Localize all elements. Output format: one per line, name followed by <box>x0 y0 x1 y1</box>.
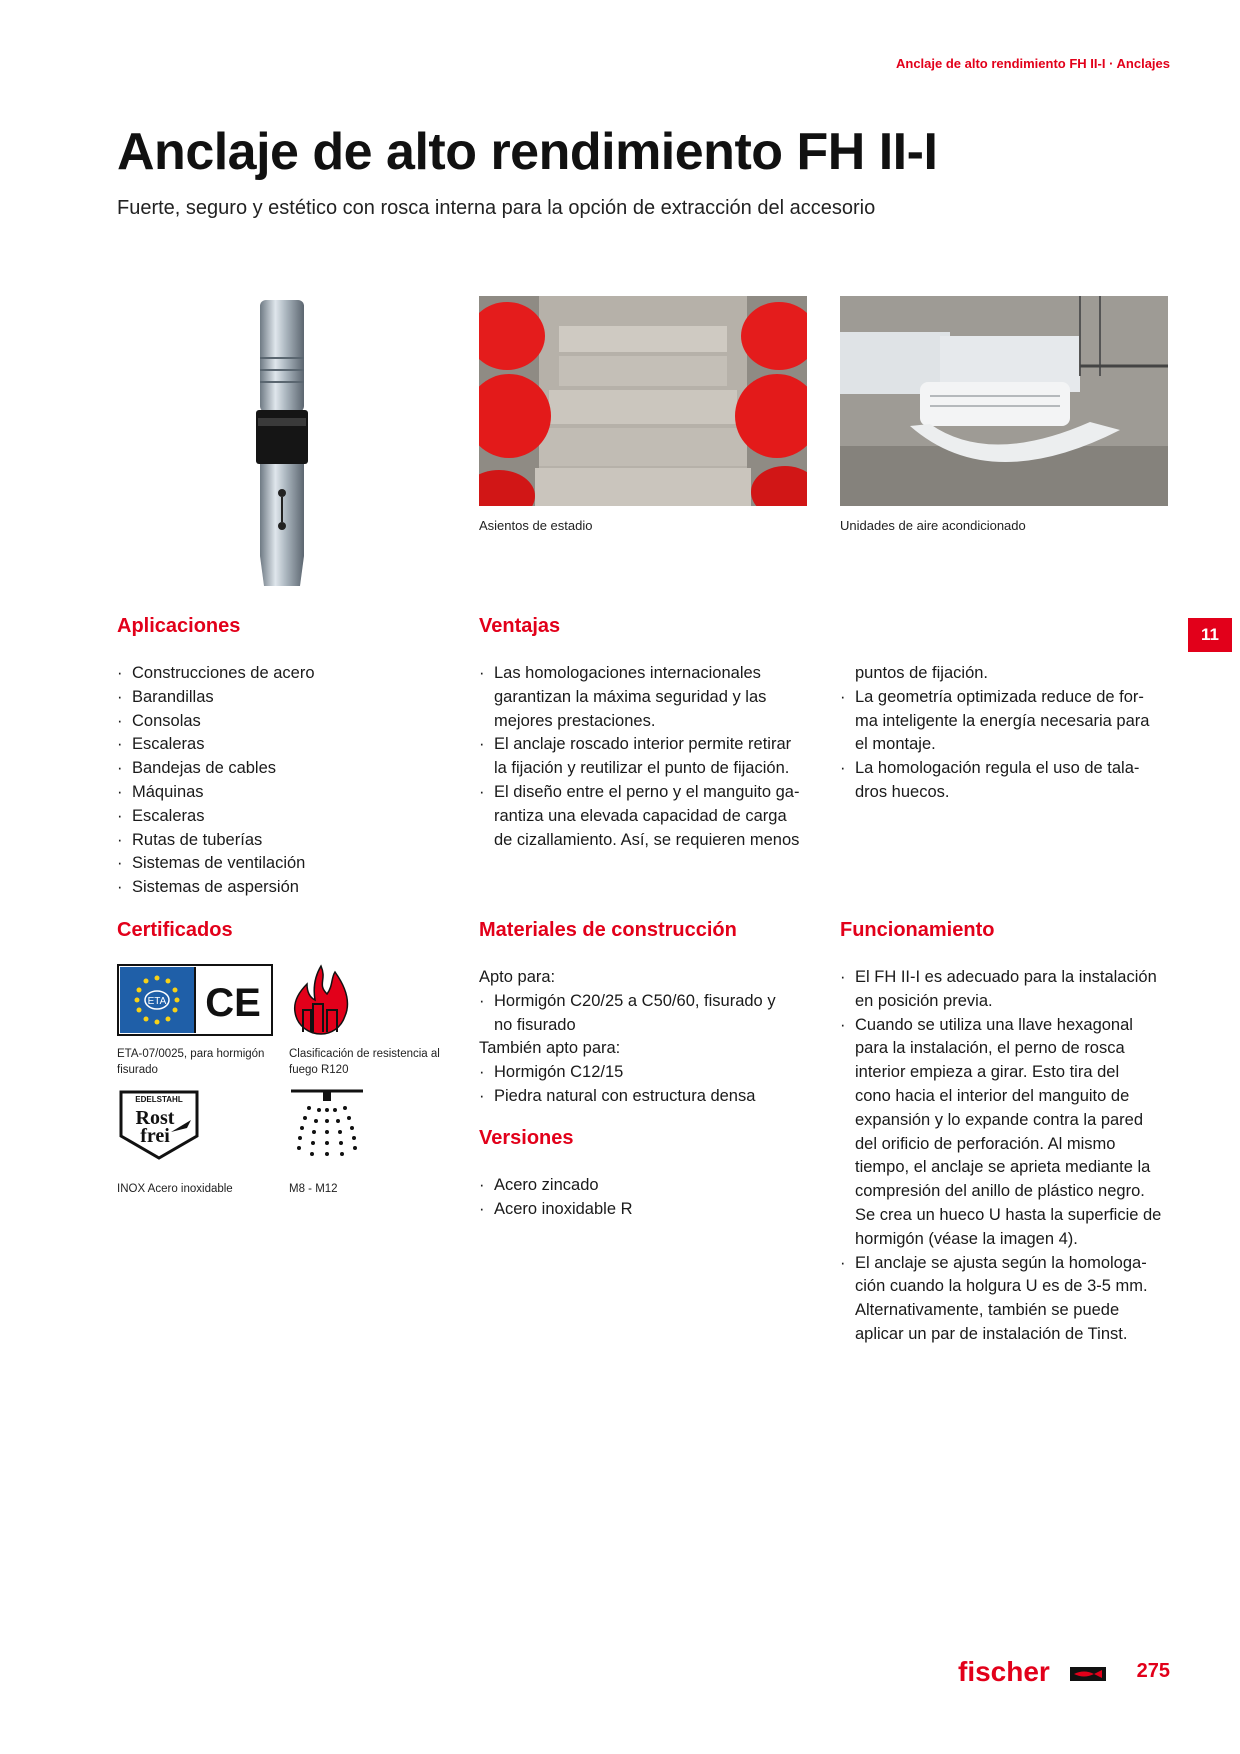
list-item: · Escaleras <box>117 733 447 757</box>
sprinkler-caption: M8 - M12 <box>289 1183 338 1195</box>
materiales-intro-2: También apto para: <box>479 1039 621 1058</box>
photo-caption-air-conditioning: Unidades de aire acondicionado <box>840 518 1026 533</box>
rostfrei-stainless-logo <box>117 1088 209 1160</box>
list-item: · El anclaje se ajusta según la homologa- ción cuando la holgura U es de 3-5 mm. Alternativamente, también se puede aplicar un par de instalación de Tinst. <box>840 1252 1185 1347</box>
chapter-tab: 11 <box>1188 618 1232 652</box>
list-item: · La geometría optimizada reduce de for- ma inteligente la energía necesaria para el montaje. <box>840 686 1180 757</box>
page-number: 275 <box>1136 1660 1170 1682</box>
stadium-seats-photo <box>479 296 807 506</box>
ventajas-list-col1 <box>479 662 824 852</box>
sprinkler-icon <box>289 1088 365 1160</box>
list-item: · Cuando se utiliza una llave hexagonal para la instalación, el perno de rosca interior empieza a girar. Esto tira del cono hacia el interior del manguito de expansión y lo expande contra la pared del orificio de perforación. Al mismo tiempo, el anclaje se aprieta mediante la compresión del anillo de plástico negro. Se crea un hueco U hasta la superficie de hormigón (véase la imagen 4). <box>840 1014 1185 1252</box>
list-item: · Máquinas <box>117 781 447 805</box>
aplicaciones-heading: Aplicaciones <box>117 615 241 637</box>
versiones-list <box>479 1174 824 1222</box>
eta-caption: ETA-07/0025, para hormigón fisurado <box>117 1048 265 1076</box>
list-item: · El FH II-I es adecuado para la instalación en posición previa. <box>840 966 1185 1014</box>
fire-resistance-icon <box>289 964 353 1036</box>
ventajas-heading: Ventajas <box>479 615 561 637</box>
rostfrei-line1: Rost <box>135 1107 175 1129</box>
inox-caption: INOX Acero inoxidable <box>117 1183 233 1195</box>
materiales-intro: Apto para: <box>479 968 556 986</box>
fire-caption: Clasificación de resistencia al fuego R120 <box>289 1048 440 1076</box>
fischer-logo-text: fischer <box>958 1657 1050 1687</box>
list-item: · El anclaje roscado interior permite retirar la fijación y reutilizar el punto de fijación. <box>479 733 824 781</box>
list-item: · Piedra natural con estructura densa <box>479 1085 824 1109</box>
eta-text: ETA <box>147 996 167 1007</box>
list-item: · Acero inoxidable R <box>479 1198 824 1222</box>
list-item: · Sistemas de aspersión <box>117 876 447 900</box>
list-item: · La homologación regula el uso de tala- dros huecos. <box>840 757 1180 805</box>
materiales-list <box>479 966 824 1109</box>
list-item: · Bandejas de cables <box>117 757 447 781</box>
funcionamiento-list <box>840 966 1185 1347</box>
list-item: · Hormigón C20/25 a C50/60, fisurado y no fisurado <box>479 990 824 1038</box>
list-item: · Las homologaciones internacionales garantizan la máxima seguridad y las mejores prestaciones. <box>479 662 824 733</box>
fischer-logo <box>958 1657 1108 1694</box>
air-conditioning-photo <box>840 296 1168 506</box>
anchor-product-image <box>250 298 314 588</box>
ce-mark: CE <box>205 981 261 1025</box>
certificados-heading: Certificados <box>117 919 233 941</box>
versiones-heading: Versiones <box>479 1127 574 1149</box>
page-title: Anclaje de alto rendimiento FH II-I <box>117 123 938 181</box>
funcionamiento-heading: Funcionamiento <box>840 919 995 941</box>
running-head: Anclaje de alto rendimiento FH II-I · Anclajes <box>895 56 1170 71</box>
rostfrei-line2: frei <box>140 1125 170 1147</box>
materiales-heading: Materiales de construcción <box>479 919 737 941</box>
list-item: · El diseño entre el perno y el manguito ga- rantiza una elevada capacidad de carga de cizallamiento. Así, se requieren menos <box>479 781 824 852</box>
list-item: · Rutas de tuberías <box>117 829 447 853</box>
page-subtitle: Fuerte, seguro y estético con rosca interna para la opción de extracción del accesorio <box>117 197 876 219</box>
list-item: · Hormigón C12/15 <box>479 1061 824 1085</box>
list-item: · Barandillas <box>117 686 447 710</box>
rostfrei-top-text: EDELSTAHL <box>135 1095 183 1104</box>
list-item: · Construcciones de acero <box>117 662 447 686</box>
list-item: · Acero zincado <box>479 1174 824 1198</box>
list-item: · Consolas <box>117 710 447 734</box>
photo-caption-stadium: Asientos de estadio <box>479 518 593 533</box>
list-item: · Escaleras <box>117 805 447 829</box>
list-item-continuation: puntos de fijación. <box>855 664 989 682</box>
aplicaciones-list <box>117 662 447 900</box>
list-item: · Sistemas de ventilación <box>117 852 447 876</box>
eta-ce-logo <box>117 964 273 1036</box>
ventajas-list-col2 <box>840 662 1180 805</box>
